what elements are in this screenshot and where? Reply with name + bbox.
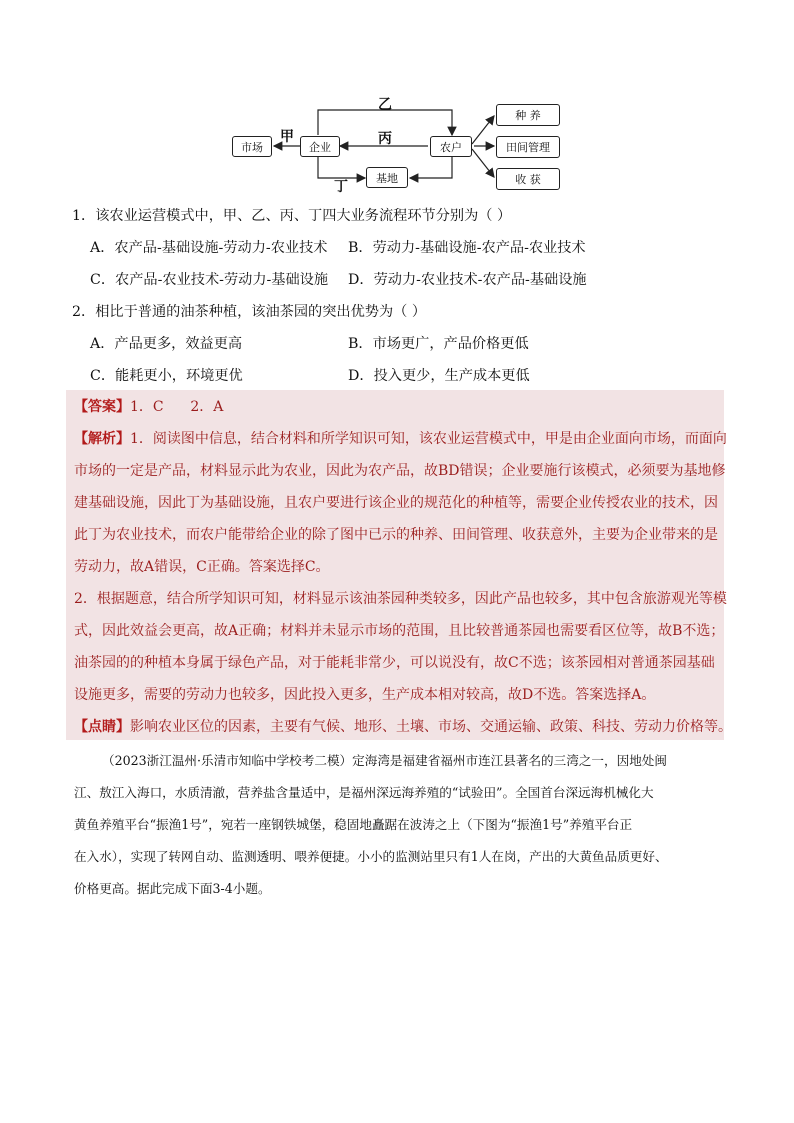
analysis-line-6: 2．根据题意，结合所学知识可知，材料显示该油茶园种类较多，因此产品也较多，其中包含旅游观光等模 xyxy=(74,591,727,607)
label-yi: 乙 xyxy=(378,97,392,113)
point-text: 影响农业区位的因素，主要有气候、地形、土壤、市场、交通运输、政策、科技、劳动力价格等。 xyxy=(130,719,732,735)
analysis-line-7: 式，因此效益会更高，故A正确；材料并未显示市场的范围，且比较普通茶园也需要看区位等，故B不选； xyxy=(74,623,725,639)
label-ding: 丁 xyxy=(334,179,348,195)
field-management-box: 田间管理 xyxy=(496,136,560,158)
material-line-4: 在入水），实现了转网自动、监测透明、喂养便捷。小小的监测站里只有1人在岗，产出的大黄鱼品质更好、 xyxy=(74,849,668,864)
agri-flow-diagram xyxy=(228,94,568,194)
material-line-5: 价格更高。据此完成下面3-4小题。 xyxy=(74,881,271,896)
answer-line xyxy=(74,397,223,417)
q1-option-b: B．劳动力-基础设施-农产品-农业技术 xyxy=(348,240,586,256)
q2-option-c: C．能耗更小，环境更优 xyxy=(90,368,243,384)
q1-option-c: C．农产品-农业技术-劳动力-基础设施 xyxy=(90,272,329,288)
q1-option-d: D．劳动力-农业技术-农产品-基础设施 xyxy=(348,272,587,288)
q1-stem: 1．该农业运营模式中，甲、乙、丙、丁四大业务流程环节分别为（ ） xyxy=(72,208,512,224)
point-line xyxy=(74,717,732,737)
analysis-line-5: 劳动力，故A错误，C正确。答案选择C。 xyxy=(74,559,330,575)
q2-option-d: D．投入更少，生产成本更低 xyxy=(348,368,530,384)
market-box: 市场 xyxy=(232,136,272,157)
answer-tag: 【答案】 xyxy=(74,399,130,415)
base-box: 基地 xyxy=(366,167,408,188)
material-line-3: 黄鱼养殖平台“振渔1号”，宛若一座钢铁城堡，稳固地矗踞在波涛之上（下图为“振渔1号”养殖平台正 xyxy=(74,817,633,832)
analysis-line-8: 油茶园的的种植本身属于绿色产品，对于能耗非常少，可以说没有，故C不选；该茶园相对普通茶园基础 xyxy=(74,655,715,671)
analysis-line-9: 设施更多，需要的劳动力也较多，因此投入更多，生产成本相对较高，故D不选。答案选择A。 xyxy=(74,687,656,703)
material-line-2: 江、敖江入海口，水质清澈，营养盐含量适中，是福州深远海养殖的“试验田”。全国首台深远海机械化大 xyxy=(74,785,654,800)
q2-stem: 2．相比于普通的油茶种植，该油茶园的突出优势为（ ） xyxy=(72,304,427,320)
analysis-line-2: 市场的一定是产品，材料显示此为农业，因此为农产品，故BD错误；企业要施行该模式，必须要为基地修 xyxy=(74,463,726,479)
analysis-tag: 【解析】 xyxy=(74,431,130,447)
enterprise-box: 企业 xyxy=(300,136,340,157)
analysis-line-3: 建基础设施，因此丁为基础设施，且农户要进行该企业的规范化的种植等，需要企业传授农业的技术，因 xyxy=(74,495,718,511)
answer-text: 1．C 2．A xyxy=(130,399,224,415)
material-line-1: （2023浙江温州·乐清市知临中学校考二模）定海湾是福建省福州市连江县著名的三湾之一，因地处闽 xyxy=(102,753,667,768)
q2-option-a: A．产品更多，效益更高 xyxy=(90,336,243,352)
point-tag: 【点睛】 xyxy=(74,719,130,735)
label-jia: 甲 xyxy=(280,129,294,145)
analysis-text-1: 1．阅读图中信息，结合材料和所学知识可知，该农业运营模式中，甲是由企业面向市场，而面向 xyxy=(130,431,727,447)
label-bing: 丙 xyxy=(378,131,392,147)
harvest-box: 收 获 xyxy=(496,168,560,190)
analysis-line-4: 此丁为农业技术，而农户能带给企业的除了图中已示的种养、田间管理、收获意外，主要为企业带来的是 xyxy=(74,527,718,543)
farmer-box: 农户 xyxy=(430,136,472,157)
analysis-line-1 xyxy=(74,429,727,449)
q1-option-a: A．农产品-基础设施-劳动力-农业技术 xyxy=(90,240,328,256)
breeding-box: 种 养 xyxy=(496,104,560,126)
q2-option-b: B．市场更广，产品价格更低 xyxy=(348,336,529,352)
